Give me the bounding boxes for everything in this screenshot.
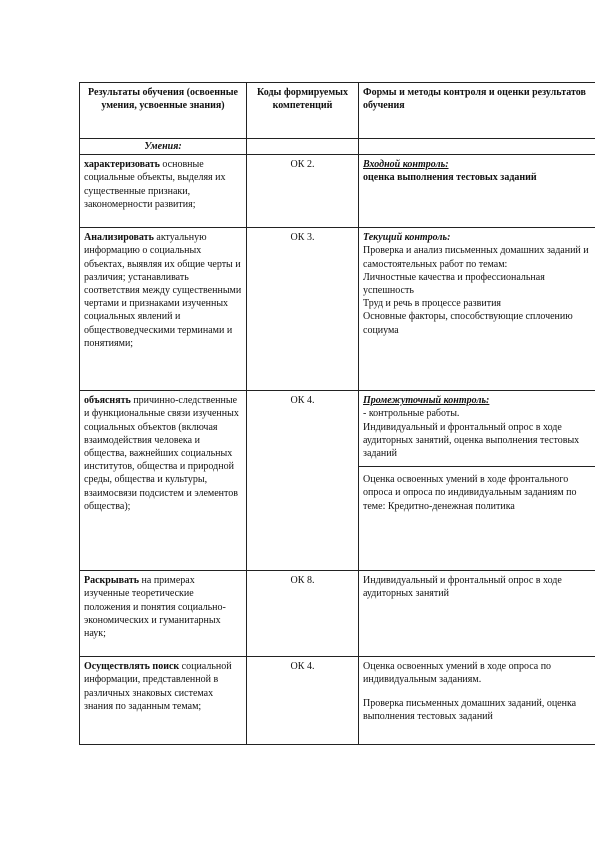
header-results: Результаты обучения (освоенные умения, усвоенные знания) bbox=[80, 83, 247, 139]
spacer bbox=[363, 687, 595, 697]
subheader-empty-cell bbox=[247, 139, 359, 155]
result-verb: Раскрывать bbox=[84, 575, 140, 587]
control-line: Индивидуальный и фронтальный опрос в ходе аудиторных занятий, оценка выполнения тестовых заданий bbox=[363, 421, 580, 460]
table-row bbox=[80, 155, 595, 228]
result-verb: Анализировать bbox=[84, 232, 154, 244]
control-title: Промежуточный контроль: bbox=[363, 395, 490, 407]
result-text: причинно-следственные и функциональные связи изученных социальных объектов (включая взаимодействия человека и общества, важнейших социальных институтов, общества и природной среды, общества и культуры, взаимосвязи подсистем и элементов общества); bbox=[84, 395, 239, 512]
control-cell bbox=[359, 391, 595, 571]
result-cell bbox=[80, 391, 247, 571]
code-cell: ОК 3. bbox=[247, 228, 359, 391]
result-cell bbox=[80, 571, 247, 657]
result-cell bbox=[80, 155, 247, 228]
control-cell bbox=[359, 657, 595, 745]
control-cell bbox=[359, 155, 595, 228]
control-line: Оценка освоенных умений в ходе опроса по индивидуальным заданиям. bbox=[363, 661, 552, 686]
header-forms-methods: Формы и методы контроля и оценки результатов обучения bbox=[359, 83, 595, 139]
result-text: основные социальные объекты, выделяя их существенные признаки, закономерности развития; bbox=[84, 159, 226, 210]
table-row bbox=[80, 657, 595, 745]
control-line: оценка выполнения тестовых заданий bbox=[363, 172, 537, 184]
inner-divider bbox=[359, 466, 595, 467]
control-line: Проверка и анализ письменных домашних заданий и самостоятельных работ по темам: bbox=[363, 245, 589, 270]
control-line: Индивидуальный и фронтальный опрос в ходе аудиторных занятий bbox=[363, 575, 562, 600]
table-row bbox=[80, 228, 595, 391]
result-text: социальной информации, представленной в различных знаковых системах знания по заданным темам; bbox=[84, 661, 232, 712]
result-text: на примерах изученные теоретические положения и понятия социально-экономических и гуманитарных наук; bbox=[84, 575, 226, 640]
control-cell bbox=[359, 571, 595, 657]
code-cell: ОК 8. bbox=[247, 571, 359, 657]
control-title: Текущий контроль: bbox=[363, 232, 451, 244]
subheader-empty-cell bbox=[359, 139, 595, 155]
result-text: актуальную информацию о социальных объектах, выявляя их общие черты и различия; устанавливать соответствия между существенными чертами и признаками изученных социальных явлений и обществоведческими терминами и понятиями; bbox=[84, 232, 242, 349]
control-cell bbox=[359, 228, 595, 391]
control-line: Основные факторы, способствующие сплочению социума bbox=[363, 311, 573, 336]
result-verb: характеризовать bbox=[84, 159, 160, 171]
code-cell: ОК 4. bbox=[247, 391, 359, 571]
subheader-skills: Умения: bbox=[80, 139, 247, 155]
control-title: Входной контроль: bbox=[363, 159, 449, 171]
result-verb: Осуществлять поиск bbox=[84, 661, 180, 673]
assessment-table bbox=[79, 82, 595, 745]
result-cell bbox=[80, 657, 247, 745]
control-line: Личностные качества и профессиональная успешность bbox=[363, 271, 545, 297]
code-cell: ОК 2. bbox=[247, 155, 359, 228]
control-line: Проверка письменных домашних заданий, оценка выполнения тестовых заданий bbox=[363, 697, 577, 722]
control-line: - контрольные работы. bbox=[363, 408, 460, 420]
table-row bbox=[80, 391, 595, 571]
result-verb: объяснять bbox=[84, 395, 131, 407]
code-cell: ОК 4. bbox=[247, 657, 359, 745]
table-header-row bbox=[80, 83, 595, 139]
control-line: Оценка освоенных умений в ходе фронтального опроса и опроса по индивидуальным заданиям по теме: Кредитно-денежная политика bbox=[363, 474, 577, 512]
table-row bbox=[80, 571, 595, 657]
subheader-row bbox=[80, 139, 595, 155]
header-codes: Коды формируемых компетенций bbox=[247, 83, 359, 139]
control-line: Труд и речь в процессе развития bbox=[363, 298, 502, 310]
result-cell bbox=[80, 228, 247, 391]
